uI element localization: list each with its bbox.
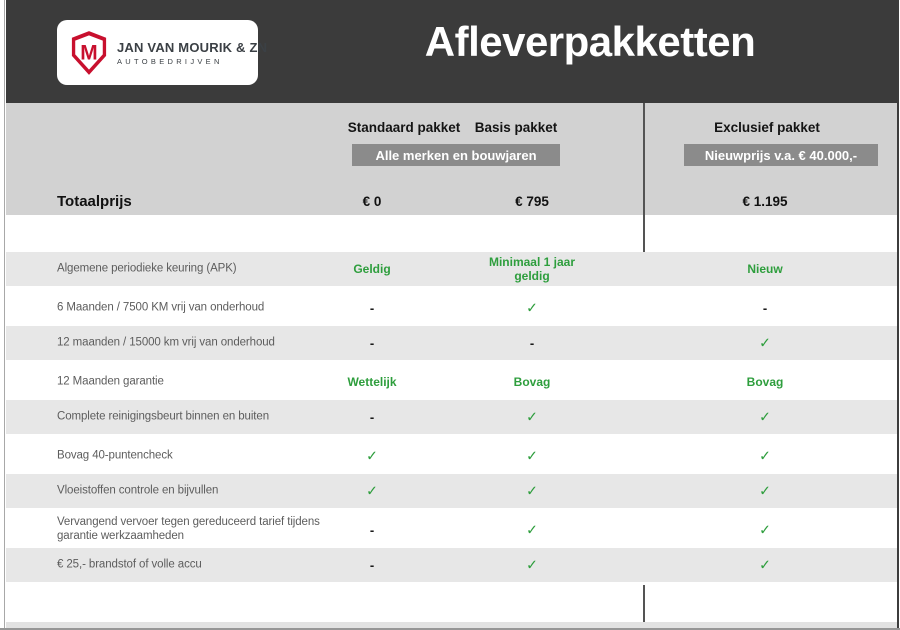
brand-name: JAN VAN MOURIK & ZN	[117, 39, 268, 55]
brand-subtitle: AUTOBEDRIJVEN	[117, 56, 223, 66]
total-price-standaard: € 0	[362, 194, 382, 209]
row-label: Vloeistoffen controle en bijvullen	[57, 484, 219, 497]
cell-exclusief: ✓	[759, 334, 771, 351]
cell-exclusief: Nieuw	[747, 262, 783, 276]
cell-exclusief: ✓	[759, 521, 771, 537]
cell-exclusief: ✓	[759, 447, 771, 463]
brand-shield-icon	[70, 30, 108, 76]
cell-basis: ✓	[526, 299, 538, 315]
cell-basis: Bovag	[513, 374, 551, 389]
brand-text	[117, 40, 267, 66]
table-row	[6, 326, 897, 363]
cell-basis: ✓	[526, 447, 538, 463]
table-row	[6, 548, 897, 585]
cell-standaard: Geldig	[353, 262, 391, 276]
table-row	[6, 511, 897, 548]
cell-basis: ✓	[526, 482, 538, 499]
column-header-exclusief: Exclusief pakket	[714, 120, 820, 135]
cell-basis: Minimaal 1 jaar geldig	[488, 255, 576, 283]
row-label: 12 maanden / 15000 km vrij van onderhoud	[57, 336, 275, 349]
cell-basis: ✓	[526, 556, 538, 573]
total-price-basis: € 795	[515, 194, 549, 209]
cell-standaard: -	[369, 409, 375, 425]
badge-new-price: Nieuwprijs v.a. € 40.000,-	[684, 144, 878, 166]
cell-standaard: -	[369, 522, 375, 537]
total-price-label: Totaalprijs	[57, 193, 132, 210]
cell-exclusief: -	[762, 300, 768, 315]
cell-exclusief: ✓	[759, 556, 771, 573]
cell-exclusief: ✓	[759, 482, 771, 499]
cell-basis: ✓	[526, 521, 538, 537]
cell-basis: -	[529, 335, 535, 351]
table-row	[6, 252, 897, 289]
cell-basis: ✓	[526, 408, 538, 425]
row-label: Bovag 40-puntencheck	[57, 449, 173, 462]
brand-monogram: M	[80, 41, 98, 65]
cell-standaard: -	[369, 557, 375, 573]
column-header-standaard: Standaard pakket	[347, 120, 461, 135]
cell-standaard: -	[369, 335, 375, 351]
feature-table	[6, 252, 897, 585]
left-page-border	[4, 0, 5, 630]
row-label: Vervangend vervoer tegen gereduceerd tarief tijdens garantie werkzaamheden	[57, 515, 320, 543]
cell-standaard: ✓	[366, 482, 378, 499]
cell-exclusief: ✓	[759, 408, 771, 425]
cell-exclusief: Bovag	[746, 374, 784, 389]
cell-standaard: ✓	[366, 447, 378, 463]
cell-standaard: Wettelijk	[347, 374, 397, 389]
table-row	[6, 400, 897, 437]
right-page-border	[897, 0, 899, 630]
header-bar	[6, 0, 897, 103]
cell-standaard: -	[369, 300, 375, 315]
table-row	[6, 437, 897, 474]
row-label: 6 Maanden / 7500 KM vrij van onderhoud	[57, 301, 265, 314]
badge-all-brands: Alle merken en bouwjaren	[352, 144, 560, 166]
row-label: € 25,- brandstof of volle accu	[57, 558, 202, 571]
table-row	[6, 363, 897, 400]
table-row	[6, 289, 897, 326]
column-header-basis: Basis pakket	[474, 120, 558, 135]
total-price-exclusief: € 1.195	[742, 194, 788, 209]
row-label: 12 Maanden garantie	[57, 375, 164, 388]
brand-logo	[57, 20, 268, 85]
row-label: Algemene periodieke keuring (APK)	[57, 262, 237, 275]
table-row	[6, 474, 897, 511]
row-label: Complete reinigingsbeurt binnen en buiten	[57, 410, 269, 423]
page-title: Afleverpakketten	[424, 18, 756, 65]
